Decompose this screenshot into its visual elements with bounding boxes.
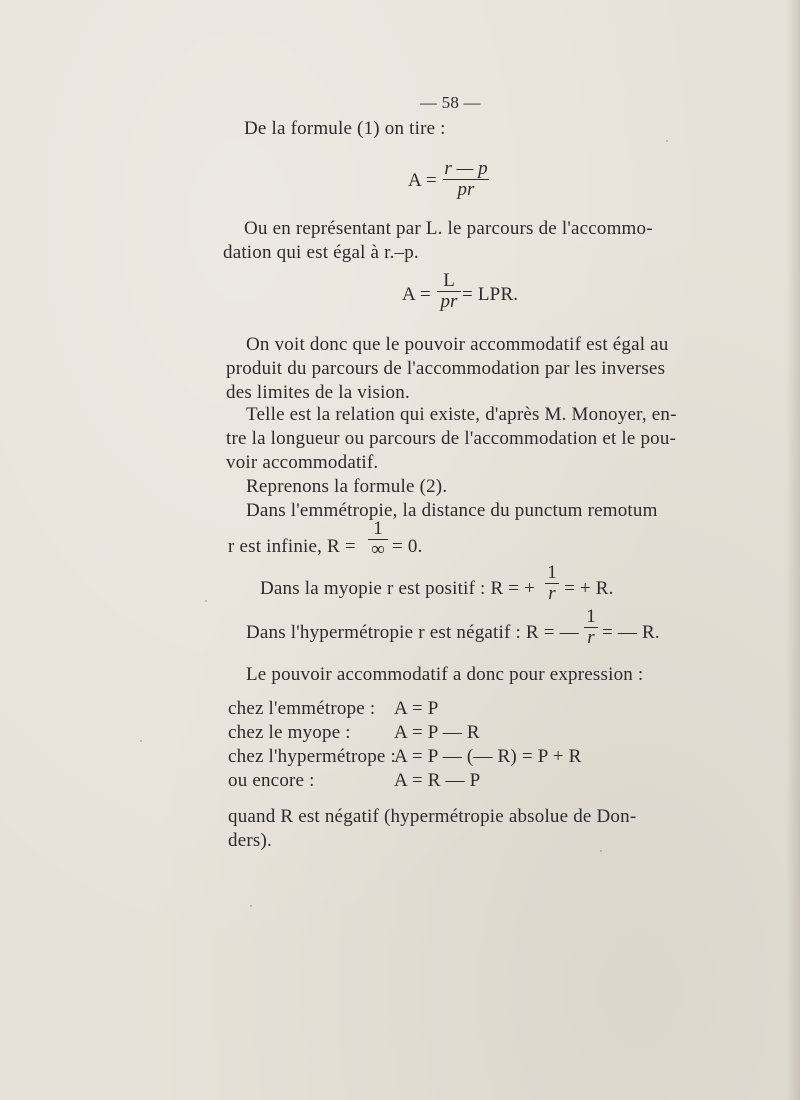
reprenons-line: Reprenons la formule (2). (246, 476, 448, 497)
paper-speck (666, 140, 668, 142)
equation-2-rhs: = LPR. (462, 284, 519, 305)
hypermetropie-line: Dans l'hypermétropie r est négatif : R = — (246, 622, 579, 643)
formula-intro-line: De la formule (1) on tire : (244, 118, 446, 139)
expression-intro: Le pouvoir accommodatif a donc pour expression : (246, 664, 644, 685)
emmetropie-rhs: = 0. (392, 536, 423, 557)
case-encore-formula: A = R — P (394, 770, 481, 791)
hypermetropie-denominator: r (587, 627, 595, 648)
equation-1-denominator: pr (457, 179, 475, 200)
case-encore-label: ou encore : (228, 770, 315, 791)
myopie-fraction (545, 564, 559, 603)
emmetropie-line-2: r est infinie, R = (228, 536, 356, 557)
myopie-numerator: 1 (547, 562, 557, 583)
equation-1-lhs: A = (408, 170, 437, 191)
parcours-line-2: dation qui est égal à r.–p. (223, 242, 419, 263)
emmetropie-denominator: ∞ (371, 539, 385, 560)
paragraph-1-line-2: produit du parcours de l'accommodation par les inverses (226, 358, 666, 379)
final-line-1: quand R est négatif (hypermétropie absolue de Don- (228, 806, 637, 827)
myopie-rhs: = + R. (564, 578, 614, 599)
paragraph-2-line-1: Telle est la relation qui existe, d'après M. Monoyer, en- (246, 404, 677, 425)
emmetropie-numerator: 1 (373, 518, 383, 539)
parcours-line-1: Ou en représentant par L. le parcours de l'accommo- (244, 218, 653, 239)
paper-speck (250, 905, 252, 907)
myopie-denominator: r (548, 583, 556, 604)
case-emmetrope-formula: A = P (394, 698, 439, 719)
hypermetropie-numerator: 1 (586, 606, 596, 627)
emmetropie-line-1: Dans l'emmétropie, la distance du punctum remotum (246, 500, 658, 521)
paragraph-2-line-3: voir accommodatif. (226, 452, 379, 473)
equation-2-lhs: A = (402, 284, 431, 305)
final-line-2: ders). (228, 830, 272, 851)
page-number: — 58 — (420, 93, 481, 112)
emmetropie-fraction (368, 520, 388, 559)
case-emmetrope-label: chez l'emmétrope : (228, 698, 376, 719)
paragraph-1-line-1: On voit donc que le pouvoir accommodatif est égal au (246, 334, 669, 355)
equation-1-fraction (443, 160, 489, 199)
hypermetropie-rhs: = — R. (602, 622, 660, 643)
page-edge-shadow (786, 0, 800, 1100)
case-hypermetrope-formula: A = P — (— R) = P + R (394, 746, 582, 767)
paragraph-1-line-3: des limites de la vision. (226, 382, 410, 403)
case-myope-formula: A = P — R (394, 722, 480, 743)
equation-2-numerator: L (443, 270, 455, 291)
paper-speck (600, 850, 602, 852)
myopie-line: Dans la myopie r est positif : R = + (260, 578, 536, 599)
paper-speck (205, 600, 207, 602)
case-myope-label: chez le myope : (228, 722, 351, 743)
paragraph-2-line-2: tre la longueur ou parcours de l'accommodation et le pou- (226, 428, 677, 449)
equation-1-numerator: r — p (444, 158, 488, 179)
paper-speck (140, 740, 142, 742)
equation-2-denominator: pr (440, 291, 458, 312)
case-hypermetrope-label: chez l'hypermétrope : (228, 746, 396, 767)
equation-2-fraction (437, 272, 461, 311)
hypermetropie-fraction (584, 608, 598, 647)
